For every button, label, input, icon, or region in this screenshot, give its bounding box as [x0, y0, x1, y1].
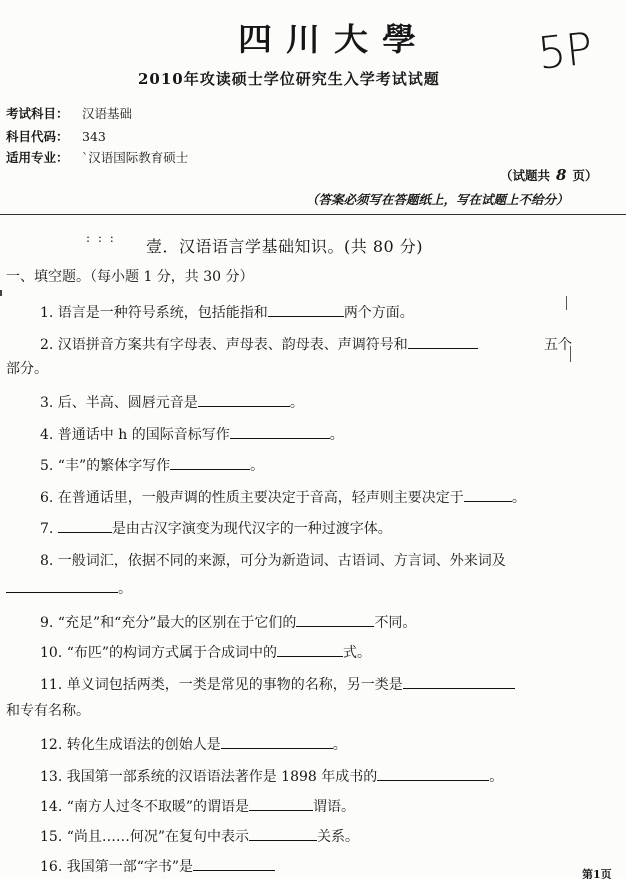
- question-text: 式。: [343, 645, 372, 661]
- answer-blank: [193, 857, 275, 871]
- meta-major-value: `汉语国际教育硕士: [82, 150, 189, 165]
- margin-dots: : : :: [86, 231, 116, 245]
- pages-suffix: 页）: [572, 168, 598, 183]
- meta-subject-key: 考试科目：: [6, 106, 69, 121]
- question-text: 。: [329, 427, 344, 443]
- question-text: 7.: [40, 521, 54, 537]
- margin-mark: [0, 290, 2, 296]
- question-text: 10. “布匹”的构词方式属于合成词中的: [40, 645, 278, 661]
- exam-title: 2010年攻读硕士学位研究生入学考试试题: [138, 70, 440, 88]
- question-text: 两个方面。: [343, 305, 414, 321]
- pages-note: [500, 166, 597, 184]
- answer-blank: [408, 335, 478, 349]
- question-text: 4. 普通话中 h 的国际音标写作: [40, 427, 230, 443]
- pages-prefix: （试题共: [500, 168, 551, 183]
- question-12: [40, 734, 347, 754]
- question-2: [40, 334, 478, 354]
- question-text: 15. “尚且……何况”在复句中表示: [40, 829, 250, 845]
- question-text: 2. 汉语拼音方案共有字母表、声母表、韵母表、声调符号和: [40, 337, 408, 353]
- question-7: [40, 518, 392, 538]
- question-text: 13. 我国第一部系统的汉语语法著作是 1898 年成书的: [40, 769, 378, 785]
- meta-major-key: 适用专业：: [6, 150, 69, 165]
- question-text: 3. 后、半高、圆唇元音是: [40, 395, 198, 411]
- question-text: 14. “南方人过冬不取暖”的谓语是: [40, 799, 250, 815]
- question-text: 谓语。: [313, 799, 356, 815]
- question-text: 。: [332, 737, 347, 753]
- question-5: [40, 455, 264, 475]
- question-8: 8. 一般词汇，依据不同的来源，可分为新造词、古语词、方言词、外来词及: [40, 553, 506, 569]
- question-text: 不同。: [374, 615, 417, 631]
- question-text: 12. 转化生成语法的创始人是: [40, 737, 221, 753]
- question-text: 9. “充足”和“充分”最大的区别在于它们的: [40, 615, 297, 631]
- question-14: [40, 796, 355, 816]
- section-title: 壹．汉语语言学基础知识。(共 80 分): [146, 237, 424, 256]
- answer-blank: [249, 827, 317, 841]
- question-11-cont: 和专有名称。: [6, 703, 90, 719]
- question-10: [40, 642, 371, 662]
- page-number: 第1页: [582, 868, 612, 879]
- meta-major: [6, 148, 188, 166]
- margin-mark: [566, 296, 567, 310]
- question-text: 。: [250, 458, 265, 474]
- handwritten-mark: 5P: [535, 23, 596, 80]
- question-text: 。: [489, 769, 504, 785]
- question-9: [40, 612, 416, 632]
- question-2-cont: 部分。: [6, 361, 48, 377]
- question-13: [40, 766, 503, 786]
- question-6: [40, 487, 526, 507]
- answer-blank: [58, 519, 112, 533]
- answer-blank: [221, 735, 333, 749]
- question-text: 。: [511, 490, 526, 506]
- question-3: [40, 392, 304, 412]
- answer-blank: [230, 425, 330, 439]
- answer-blank: [170, 456, 250, 470]
- question-4: [40, 424, 344, 444]
- answer-blank: [198, 393, 290, 407]
- question-text: 6. 在普通话里，一般声调的性质主要决定于音高，轻声则主要决定于: [40, 490, 464, 506]
- question-11: [40, 674, 515, 694]
- question-8-cont: [6, 578, 132, 598]
- question-text: 关系。: [317, 829, 360, 845]
- meta-subject: [6, 104, 132, 122]
- question-2-tail: 五个: [544, 337, 572, 353]
- meta-subject-value: 汉语基础: [82, 106, 133, 121]
- question-text: 11. 单义词包括两类，一类是常见的事物的名称，另一类是: [40, 677, 403, 693]
- meta-code-value: 343: [82, 129, 106, 144]
- question-text: 5. “丰”的繁体字写作: [40, 458, 171, 474]
- answer-blank: [377, 767, 489, 781]
- question-text: 。: [118, 581, 132, 597]
- answer-blank: [277, 643, 343, 657]
- question-16: [40, 856, 275, 876]
- meta-code: [6, 127, 106, 145]
- question-text: 1. 语言是一种符号系统，包括能指和: [40, 305, 268, 321]
- part-title: 一、填空题。（每小题 1 分，共 30 分）: [6, 269, 254, 285]
- answer-blank: [249, 797, 313, 811]
- answer-blank: [296, 613, 374, 627]
- answer-blank: [403, 675, 515, 689]
- answer-blank: [268, 303, 344, 317]
- pages-count: 8: [556, 166, 567, 184]
- header-divider: [0, 214, 626, 215]
- question-text: 是由古汉字演变为现代汉字的一种过渡字体。: [111, 521, 392, 537]
- meta-code-key: 科目代码：: [6, 129, 69, 144]
- question-15: [40, 826, 359, 846]
- answer-blank: [464, 488, 512, 502]
- answer-instruction: （答案必须写在答题纸上，写在试题上不给分）: [306, 192, 569, 207]
- university-logo: 四川大學: [238, 21, 430, 59]
- question-text: 。: [289, 395, 304, 411]
- answer-blank: [6, 579, 118, 593]
- question-1: [40, 302, 414, 322]
- question-text: 16. 我国第一部“字书”是: [40, 859, 194, 875]
